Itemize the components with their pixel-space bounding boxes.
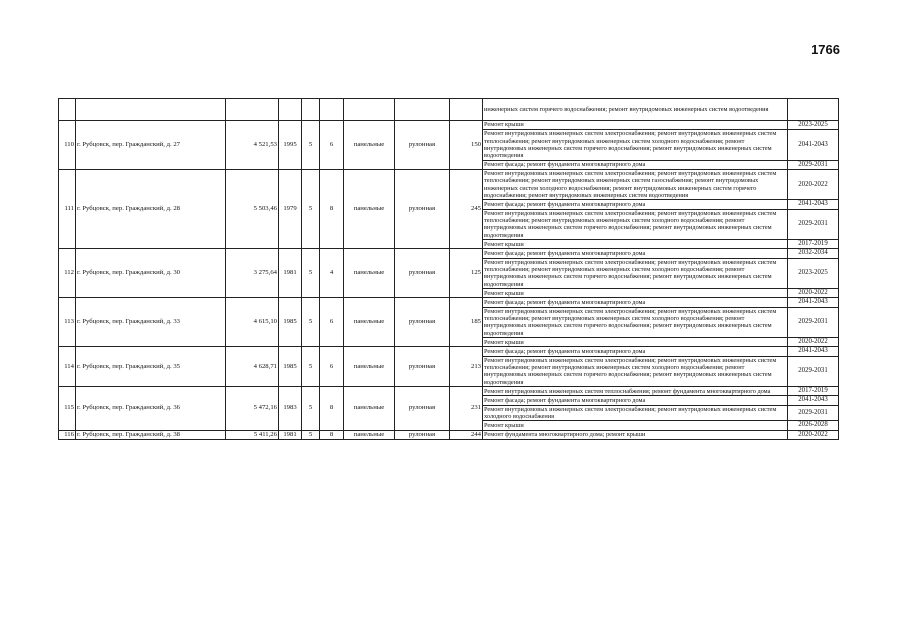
- residents-cell: 185: [450, 298, 483, 347]
- table-row: [59, 298, 839, 307]
- roof-cell: рулонная: [395, 298, 450, 347]
- table-row: [59, 121, 839, 130]
- works-cell: Ремонт внутридомовых инженерных систем электроснабжения; ремонт внутридомовых инженерных систем теплоснабжения; ремонт внутридомовых инженерных систем холодного водоснабжения; ремонт внутридомовых инженерных систем горячего водоснабжения; ремонт внутридомовых инженерных систем водоотведения: [483, 130, 788, 160]
- year-cell: 1983: [279, 387, 302, 431]
- floors-cell: 5: [302, 298, 320, 347]
- works-cell: Ремонт фундамента многоквартирного дома; ремонт крыши: [483, 430, 788, 439]
- table-row: [59, 430, 839, 439]
- period-cell: 2023-2025: [788, 258, 839, 288]
- floors-cell: 5: [302, 430, 320, 439]
- works-cell: инженерных систем горячего водоснабжения; ремонт внутридомовых инженерных систем водоотведения: [483, 99, 788, 121]
- walls-cell: панельные: [344, 170, 395, 249]
- residents-cell: 245: [450, 170, 483, 249]
- floors-cell: 5: [302, 347, 320, 387]
- period-cell: 2023-2025: [788, 121, 839, 130]
- address-cell: г. Рубцовск, пер. Гражданский, д. 33: [76, 298, 226, 347]
- year-cell: 1981: [279, 249, 302, 298]
- floors-cell: 5: [302, 170, 320, 249]
- period-cell: 2029-2031: [788, 356, 839, 386]
- floors-cell: 5: [302, 249, 320, 298]
- area-cell: 4 521,53: [226, 121, 279, 170]
- works-cell: Ремонт крыши: [483, 289, 788, 298]
- area-cell: 5 411,26: [226, 430, 279, 439]
- walls-cell: панельные: [344, 387, 395, 431]
- year-cell: 1981: [279, 430, 302, 439]
- works-cell: Ремонт внутридомовых инженерных систем электроснабжения; ремонт внутридомовых инженерных систем теплоснабжения; ремонт внутридомовых инженерных систем холодного водоснабжения; ремонт внутридомовых инженерных систем горячего водоснабжения; ремонт внутридомовых инженерных систем водоотведения: [483, 258, 788, 288]
- table-row: [59, 387, 839, 396]
- roof-cell: рулонная: [395, 170, 450, 249]
- walls-cell: панельные: [344, 249, 395, 298]
- period-cell: 2020-2022: [788, 430, 839, 439]
- roof-cell: рулонная: [395, 347, 450, 387]
- residents-cell: 244: [450, 430, 483, 439]
- year-cell: 1979: [279, 170, 302, 249]
- entrances-cell: 8: [320, 430, 344, 439]
- period-cell: 2026-2028: [788, 421, 839, 430]
- roof-cell: рулонная: [395, 249, 450, 298]
- table-row: [59, 347, 839, 356]
- works-cell: Ремонт внутридомовых инженерных систем электроснабжения; ремонт внутридомовых инженерных систем холодного водоснабжения: [483, 405, 788, 421]
- row-number-cell: 111: [59, 170, 76, 249]
- capital-repair-table: [58, 98, 839, 440]
- works-cell: Ремонт фасада; ремонт фундамента многоквартирного дома: [483, 396, 788, 405]
- year-cell: 1985: [279, 347, 302, 387]
- area-cell: 4 628,71: [226, 347, 279, 387]
- works-cell: Ремонт крыши: [483, 421, 788, 430]
- period-cell: 2017-2019: [788, 240, 839, 249]
- year-cell: 1985: [279, 298, 302, 347]
- address-cell: г. Рубцовск, пер. Гражданский, д. 28: [76, 170, 226, 249]
- works-cell: Ремонт внутридомовых инженерных систем электроснабжения; ремонт внутридомовых инженерных систем теплоснабжения; ремонт внутридомовых инженерных систем газоснабжения; ремонт внутридомовых инженерных систем холодного водоснабжения; ремонт внутридомовых инженерных систем горячего водоснабжения; ремонт внутридомовых инженерных систем водоотведения: [483, 170, 788, 200]
- works-cell: Ремонт фасада; ремонт фундамента многоквартирного дома: [483, 200, 788, 209]
- period-cell: 2041-2043: [788, 298, 839, 307]
- works-cell: Ремонт внутридомовых инженерных систем теплоснабжения; ремонт фундамента многоквартирного дома: [483, 387, 788, 396]
- period-cell: 2017-2019: [788, 387, 839, 396]
- works-cell: Ремонт фасада; ремонт фундамента многоквартирного дома: [483, 160, 788, 169]
- residents-cell: 213: [450, 347, 483, 387]
- works-cell: Ремонт внутридомовых инженерных систем электроснабжения; ремонт внутридомовых инженерных систем теплоснабжения; ремонт внутридомовых инженерных систем холодного водоснабжения; ремонт внутридомовых инженерных систем горячего водоснабжения; ремонт внутридомовых инженерных систем водоотведения: [483, 209, 788, 239]
- period-cell: 2029-2031: [788, 209, 839, 239]
- row-number-cell: 113: [59, 298, 76, 347]
- residents-cell: 125: [450, 249, 483, 298]
- period-cell: 2020-2022: [788, 289, 839, 298]
- entrances-cell: 6: [320, 121, 344, 170]
- area-cell: 5 472,16: [226, 387, 279, 431]
- works-cell: Ремонт фасада; ремонт фундамента многоквартирного дома: [483, 249, 788, 258]
- entrances-cell: 8: [320, 170, 344, 249]
- address-cell: г. Рубцовск, пер. Гражданский, д. 36: [76, 387, 226, 431]
- period-cell: 2020-2022: [788, 170, 839, 200]
- address-cell: г. Рубцовск, пер. Гражданский, д. 35: [76, 347, 226, 387]
- works-cell: Ремонт внутридомовых инженерных систем электроснабжения; ремонт внутридомовых инженерных систем теплоснабжения; ремонт внутридомовых инженерных систем холодного водоснабжения; ремонт внутридомовых инженерных систем горячего водоснабжения; ремонт внутридомовых инженерных систем водоотведения: [483, 356, 788, 386]
- period-cell: 2032-2034: [788, 249, 839, 258]
- works-cell: Ремонт крыши: [483, 240, 788, 249]
- walls-cell: панельные: [344, 347, 395, 387]
- table-row: [59, 170, 839, 200]
- works-cell: Ремонт фасада; ремонт фундамента многоквартирного дома: [483, 298, 788, 307]
- area-cell: 5 503,46: [226, 170, 279, 249]
- works-cell: Ремонт фасада; ремонт фундамента многоквартирного дома: [483, 347, 788, 356]
- address-cell: г. Рубцовск, пер. Гражданский, д. 27: [76, 121, 226, 170]
- walls-cell: панельные: [344, 298, 395, 347]
- floors-cell: 5: [302, 387, 320, 431]
- period-cell: 2041-2043: [788, 396, 839, 405]
- walls-cell: панельные: [344, 430, 395, 439]
- period-cell: 2041-2043: [788, 130, 839, 160]
- works-cell: Ремонт внутридомовых инженерных систем электроснабжения; ремонт внутридомовых инженерных систем теплоснабжения; ремонт внутридомовых инженерных систем холодного водоснабжения; ремонт внутридомовых инженерных систем горячего водоснабжения; ремонт внутридомовых инженерных систем водоотведения: [483, 307, 788, 337]
- entrances-cell: 4: [320, 249, 344, 298]
- period-cell: 2041-2043: [788, 200, 839, 209]
- period-cell: 2041-2043: [788, 347, 839, 356]
- entrances-cell: 6: [320, 347, 344, 387]
- walls-cell: панельные: [344, 121, 395, 170]
- works-cell: Ремонт крыши: [483, 338, 788, 347]
- row-number-cell: 115: [59, 387, 76, 431]
- row-number-cell: 114: [59, 347, 76, 387]
- area-cell: 4 615,10: [226, 298, 279, 347]
- row-number-cell: 112: [59, 249, 76, 298]
- works-cell: Ремонт крыши: [483, 121, 788, 130]
- address-cell: г. Рубцовск, пер. Гражданский, д. 30: [76, 249, 226, 298]
- period-cell: 2020-2022: [788, 338, 839, 347]
- table-row: [59, 249, 839, 258]
- row-number-cell: 110: [59, 121, 76, 170]
- entrances-cell: 8: [320, 387, 344, 431]
- period-cell: 2029-2031: [788, 405, 839, 421]
- table-row: [59, 99, 839, 121]
- year-cell: 1995: [279, 121, 302, 170]
- roof-cell: рулонная: [395, 121, 450, 170]
- area-cell: 3 275,64: [226, 249, 279, 298]
- row-number-cell: 116: [59, 430, 76, 439]
- floors-cell: 5: [302, 121, 320, 170]
- period-cell: 2029-2031: [788, 307, 839, 337]
- roof-cell: рулонная: [395, 387, 450, 431]
- roof-cell: рулонная: [395, 430, 450, 439]
- period-cell: 2029-2031: [788, 160, 839, 169]
- residents-cell: 150: [450, 121, 483, 170]
- address-cell: г. Рубцовск, пер. Гражданский, д. 38: [76, 430, 226, 439]
- entrances-cell: 6: [320, 298, 344, 347]
- page-number: 1766: [811, 42, 840, 57]
- residents-cell: 231: [450, 387, 483, 431]
